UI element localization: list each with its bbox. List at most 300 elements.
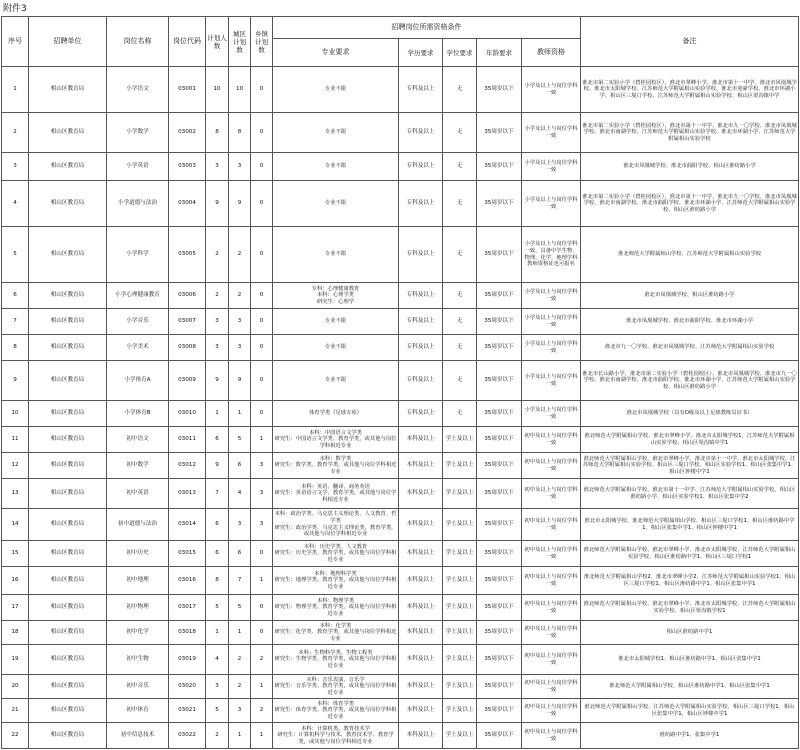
- cell-city-plan: 2: [229, 227, 251, 283]
- cell-major: 本科：英语、翻译、商务英语 研究生：英语语言文学、教育学类，或其他与岗位学科相近专业: [273, 479, 399, 509]
- cell-post-name: 初中道德与法治: [107, 509, 169, 541]
- cell-edu: 专科及以上: [399, 283, 443, 309]
- cell-degree: 无: [443, 227, 477, 283]
- cell-age: 35周岁以下: [477, 621, 522, 645]
- cell-seq: 12: [2, 453, 29, 479]
- cell-teacher-cert: 小学及以上与岗位学科一致: [522, 309, 581, 335]
- cell-seq: 21: [2, 699, 29, 723]
- cell-major: 本科：数学类 研究生：数学类、教育学类，或其他与岗位学科相近专业: [273, 453, 399, 479]
- cell-town-plan: 0: [251, 595, 273, 621]
- cell-degree: 无: [443, 67, 477, 113]
- cell-teacher-cert: 初中及以上与岗位学科一致: [522, 723, 581, 749]
- table-row: [2, 181, 799, 227]
- cell-unit: 相山区教育局: [29, 479, 107, 509]
- table-row: [2, 479, 799, 509]
- cell-major: 本科：计算机类、教育技术学 研究生：计算机科学与技术、教育技术学、教育学类，或其他与岗位学科相近专业: [273, 723, 399, 749]
- cell-remark: 淮北师范大学附属相山学校、淮北市翠峰小学、淮北市第十一中学、淮北市太阳城学校、江苏师范大学附属相山实验学校、相山区三堤口学校、相山区实验学校1、相山区张集中学1、相山区钟楼中学1: [581, 453, 799, 479]
- cell-major: 本科：化学类 研究生：化学类、教育学类，或其他与岗位学科相近专业: [273, 621, 399, 645]
- cell-edu: 本科及以上: [399, 509, 443, 541]
- cell-city-plan: 3: [229, 509, 251, 541]
- cell-town-plan: 0: [251, 621, 273, 645]
- table-row: [2, 699, 799, 723]
- cell-unit: 相山区教育局: [29, 723, 107, 749]
- cell-age: 35周岁以下: [477, 361, 522, 401]
- cell-town-plan: 1: [251, 723, 273, 749]
- cell-age: 35周岁以下: [477, 335, 522, 361]
- header-post-name: 岗位名称: [107, 17, 169, 67]
- cell-unit: 相山区教育局: [29, 541, 107, 567]
- cell-remark: 淮北市长山路小学、淮北市第二实验小学（碧桂园校区）、淮北市凤凰城学校、淮北市九一〇学校、淮北市南湖学校、淮北市曲阳学校、淮北市环湖小学、江苏师范大学附属相山实验学校、相山区淮纺路小学: [581, 361, 799, 401]
- cell-post-name: 小学英语: [107, 153, 169, 181]
- cell-age: 35周岁以下: [477, 227, 522, 283]
- cell-unit: 相山区教育局: [29, 427, 107, 453]
- cell-remark: 淮北师范大学附属相山学校、江苏师范大学附属相山实验学校、相山区三堤口学校1、相山区张集中学1、相山区钟楼中学1: [581, 699, 799, 723]
- cell-city-plan: 5: [229, 595, 251, 621]
- cell-edu: 本科及以上: [399, 621, 443, 645]
- cell-town-plan: 3: [251, 509, 273, 541]
- cell-remark: 淮纺路中学1、张集中学1: [581, 723, 799, 749]
- cell-unit: 相山区教育局: [29, 67, 107, 113]
- cell-seq: 10: [2, 401, 29, 427]
- cell-edu: 本科及以上: [399, 567, 443, 595]
- cell-teacher-cert: 初中及以上与岗位学科一致: [522, 595, 581, 621]
- cell-edu: 专科及以上: [399, 181, 443, 227]
- cell-plan: 2: [206, 283, 229, 309]
- cell-unit: 相山区教育局: [29, 567, 107, 595]
- cell-seq: 11: [2, 427, 29, 453]
- cell-plan: 6: [206, 427, 229, 453]
- table-row: [2, 67, 799, 113]
- cell-major: 专业不限: [273, 181, 399, 227]
- header-age: 年龄要求: [477, 39, 522, 67]
- cell-remark: 淮北师范大学附属相山学校、相山区淮纺路中学1、相山区张集中学1: [581, 675, 799, 699]
- cell-city-plan: 2: [229, 675, 251, 699]
- cell-post-name: 小学心理健康教育: [107, 283, 169, 309]
- cell-city-plan: 3: [229, 335, 251, 361]
- cell-degree: 学士及以上: [443, 427, 477, 453]
- cell-seq: 15: [2, 541, 29, 567]
- cell-post-name: 小学道德与法治: [107, 181, 169, 227]
- cell-remark: 淮北市第二实验小学（碧桂园校区）、淮北市第十一中学、淮北市九一〇学校、淮北市凤凰城学校、淮北市南湖学校、淮北市曲阳学校、淮北市环湖小学、江苏师范大学附属相山实验学校、相山区淮纺路小学: [581, 181, 799, 227]
- cell-degree: 无: [443, 309, 477, 335]
- cell-teacher-cert: 小学及以上与岗位学科一致，具备中学生物、物理、化学、地理学科教师资格证也可报名: [522, 227, 581, 283]
- cell-teacher-cert: 初中及以上与岗位学科一致: [522, 675, 581, 699]
- cell-degree: 无: [443, 335, 477, 361]
- cell-edu: 专科及以上: [399, 227, 443, 283]
- table-row: [2, 283, 799, 309]
- cell-post-name: 小学体育A: [107, 361, 169, 401]
- table-row: [2, 675, 799, 699]
- cell-city-plan: 7: [229, 567, 251, 595]
- cell-unit: 相山区教育局: [29, 181, 107, 227]
- cell-post-code: 03006: [169, 283, 206, 309]
- cell-town-plan: 1: [251, 675, 273, 699]
- cell-remark: 淮北师范大学附属相山学校、淮北市第十一中学、江苏师范大学附属相山实验学校、相山区淮纺路小学、相山区实验学校1、相山区张集中学2: [581, 479, 799, 509]
- cell-edu: 专科及以上: [399, 309, 443, 335]
- cell-seq: 1: [2, 67, 29, 113]
- cell-degree: 学士及以上: [443, 645, 477, 675]
- cell-post-code: 03019: [169, 645, 206, 675]
- cell-plan: 3: [206, 309, 229, 335]
- cell-remark: 淮北市凤凰城学校、淮北市曲阳学校、淮北市环湖小学: [581, 309, 799, 335]
- cell-unit: 相山区教育局: [29, 227, 107, 283]
- cell-post-name: 初中语文: [107, 427, 169, 453]
- cell-major: 本科：政治学类、马克思主义理论类、人文教育、哲学类 研究生：政治学类、马克思主义理论类、教育学类，或其他与岗位学科相近专业: [273, 509, 399, 541]
- table-row: [2, 309, 799, 335]
- cell-teacher-cert: 初中及以上与岗位学科一致: [522, 479, 581, 509]
- table-row: [2, 541, 799, 567]
- cell-degree: 无: [443, 401, 477, 427]
- cell-seq: 22: [2, 723, 29, 749]
- cell-seq: 2: [2, 113, 29, 153]
- cell-city-plan: 2: [229, 645, 251, 675]
- cell-unit: 相山区教育局: [29, 335, 107, 361]
- cell-age: 35周岁以下: [477, 595, 522, 621]
- cell-post-code: 03009: [169, 361, 206, 401]
- cell-degree: 学士及以上: [443, 509, 477, 541]
- cell-seq: 8: [2, 335, 29, 361]
- table-row: [2, 723, 799, 749]
- cell-city-plan: 3: [229, 309, 251, 335]
- cell-remark: 淮北市凤凰城学校、淮北市曲阳学校、相山区淮纺路小学: [581, 153, 799, 181]
- cell-unit: 相山区教育局: [29, 699, 107, 723]
- table-row: [2, 401, 799, 427]
- cell-seq: 14: [2, 509, 29, 541]
- cell-city-plan: 9: [229, 361, 251, 401]
- cell-city-plan: 3: [229, 699, 251, 723]
- cell-unit: 相山区教育局: [29, 309, 107, 335]
- table-row: [2, 153, 799, 181]
- cell-seq: 9: [2, 361, 29, 401]
- cell-edu: 专科及以上: [399, 67, 443, 113]
- table-row: [2, 595, 799, 621]
- cell-post-name: 小学科学: [107, 227, 169, 283]
- cell-age: 35周岁以下: [477, 283, 522, 309]
- cell-post-name: 初中英语: [107, 479, 169, 509]
- cell-post-code: 03004: [169, 181, 206, 227]
- cell-remark: 淮北市凤凰城学校、相山区淮纺路小学: [581, 283, 799, 309]
- cell-edu: 专科及以上: [399, 401, 443, 427]
- cell-age: 35周岁以下: [477, 541, 522, 567]
- table-row: [2, 113, 799, 153]
- header-edu: 学历要求: [399, 39, 443, 67]
- cell-age: 35周岁以下: [477, 509, 522, 541]
- cell-unit: 相山区教育局: [29, 401, 107, 427]
- recruitment-table: [1, 16, 799, 749]
- cell-post-code: 03012: [169, 453, 206, 479]
- cell-town-plan: 1: [251, 567, 273, 595]
- cell-plan: 6: [206, 509, 229, 541]
- table-row: [2, 453, 799, 479]
- header-major: 专业要求: [273, 39, 399, 67]
- cell-plan: 8: [206, 567, 229, 595]
- cell-age: 35周岁以下: [477, 427, 522, 453]
- cell-age: 35周岁以下: [477, 113, 522, 153]
- cell-degree: 无: [443, 283, 477, 309]
- header-seq: 序号: [2, 17, 29, 67]
- cell-major: 本科：物理学类 研究生：物理学类、教育学类，或其他与岗位学科相近专业: [273, 595, 399, 621]
- cell-major: 专业不限: [273, 67, 399, 113]
- cell-plan: 3: [206, 153, 229, 181]
- cell-seq: 18: [2, 621, 29, 645]
- cell-major: 本科：地理科学类 研究生：地理学类、教育学类，或其他与岗位学科相近专业: [273, 567, 399, 595]
- cell-remark: 淮北师范大学附属相山学校、淮北市翠峰小学、淮北市太阳城学校1、江苏师范大学附属相山实验学校、相山区渠沟镇中学1: [581, 427, 799, 453]
- cell-post-name: 初中物理: [107, 595, 169, 621]
- cell-plan: 2: [206, 723, 229, 749]
- cell-seq: 17: [2, 595, 29, 621]
- cell-remark: 淮北市太阳城学校、淮北师范大学附属相山学校、相山区三堤口学校1、相山区淮纺路中学1、相山区张集中学1、相山区钟楼中学1: [581, 509, 799, 541]
- cell-edu: 本科及以上: [399, 645, 443, 675]
- cell-major: 专业不限: [273, 227, 399, 283]
- cell-remark: 相山区淮纺路中学1: [581, 621, 799, 645]
- cell-age: 35周岁以下: [477, 675, 522, 699]
- cell-seq: 16: [2, 567, 29, 595]
- cell-plan: 6: [206, 541, 229, 567]
- cell-remark: 淮北师范大学附属相山学校、淮北市翠峰小学、淮北市太阳城学校、江苏师范大学附属相山实验学校、相山区渠沟镇学校1: [581, 595, 799, 621]
- cell-age: 35周岁以下: [477, 153, 522, 181]
- cell-town-plan: 0: [251, 67, 273, 113]
- header-town-plan: 乡镇计划数: [251, 17, 273, 67]
- cell-post-code: 03018: [169, 621, 206, 645]
- cell-city-plan: 4: [229, 479, 251, 509]
- cell-post-name: 初中历史: [107, 541, 169, 567]
- cell-degree: 学士及以上: [443, 595, 477, 621]
- cell-town-plan: 0: [251, 541, 273, 567]
- cell-teacher-cert: 初中及以上与岗位学科一致: [522, 427, 581, 453]
- header-remark: 备注: [581, 17, 799, 67]
- cell-age: 35周岁以下: [477, 479, 522, 509]
- cell-unit: 相山区教育局: [29, 113, 107, 153]
- cell-edu: 本科及以上: [399, 699, 443, 723]
- cell-remark: 淮北市太阳城学校1、相山区淮纺路中学1、相山区张集中学1: [581, 645, 799, 675]
- cell-plan: 4: [206, 645, 229, 675]
- cell-town-plan: 2: [251, 645, 273, 675]
- cell-remark: 淮北师范大学附属相山学校2、淮北市翠峰小学2、江苏师范大学附属相山实验学校1、相山区三堤口学校1、相山区淮纺路中学1、相山区张集中学1: [581, 567, 799, 595]
- cell-town-plan: 0: [251, 361, 273, 401]
- table-row: [2, 227, 799, 283]
- cell-city-plan: 5: [229, 427, 251, 453]
- cell-degree: 学士及以上: [443, 567, 477, 595]
- cell-unit: 相山区教育局: [29, 361, 107, 401]
- cell-teacher-cert: 小学及以上与岗位学科一致: [522, 361, 581, 401]
- cell-degree: 无: [443, 113, 477, 153]
- cell-seq: 5: [2, 227, 29, 283]
- cell-plan: 1: [206, 621, 229, 645]
- cell-edu: 专科及以上: [399, 113, 443, 153]
- cell-teacher-cert: 初中及以上与岗位学科一致: [522, 541, 581, 567]
- cell-seq: 4: [2, 181, 29, 227]
- cell-edu: 本科及以上: [399, 453, 443, 479]
- cell-major: 专业不限: [273, 153, 399, 181]
- cell-post-name: 初中生物: [107, 645, 169, 675]
- cell-degree: 学士及以上: [443, 453, 477, 479]
- cell-remark: 淮北市第二实验小学（碧桂园校区）、淮北市翠峰小学、淮北市第十一中学、淮北市风凰城学校、淮北市太阳城学校、江苏师范大学附属相山实验学校、淮北市迎豪学校、淮北市环湖小学、相山区三堤口学校、江苏师范大学附属相山实验学校、相山区渠沟镇中学: [581, 67, 799, 113]
- cell-town-plan: 0: [251, 113, 273, 153]
- cell-seq: 6: [2, 283, 29, 309]
- cell-post-code: 03016: [169, 567, 206, 595]
- cell-edu: 本科及以上: [399, 427, 443, 453]
- cell-teacher-cert: 初中及以上与岗位学科一致: [522, 645, 581, 675]
- cell-plan: 9: [206, 453, 229, 479]
- cell-town-plan: 3: [251, 479, 273, 509]
- cell-plan: 3: [206, 675, 229, 699]
- cell-remark: 淮北市第二实验小学（碧桂园校区）、淮北市第十一中学、淮北市九一〇学校、淮北市凤凰城学校、淮北市南湖学校、江苏师范大学附属相山实验学校、淮北市环湖小学、江苏师范大学附属相山实验学校: [581, 113, 799, 153]
- cell-remark: 淮北市九一〇学校、淮北市凤凰城学校、江苏师范大学附属相山实验学校: [581, 335, 799, 361]
- cell-post-code: 03001: [169, 67, 206, 113]
- cell-degree: 无: [443, 181, 477, 227]
- cell-city-plan: 8: [229, 113, 251, 153]
- cell-teacher-cert: 初中及以上与岗位学科一致: [522, 699, 581, 723]
- cell-major: 本科：历史学类、人文教育 研究生：历史学类、教育学类，或其他与岗位学科相近专业: [273, 541, 399, 567]
- cell-plan: 2: [206, 227, 229, 283]
- cell-teacher-cert: 小学及以上与岗位学科一致: [522, 335, 581, 361]
- cell-unit: 相山区教育局: [29, 645, 107, 675]
- cell-age: 35周岁以下: [477, 401, 522, 427]
- cell-age: 35周岁以下: [477, 699, 522, 723]
- cell-post-name: 初中音乐: [107, 675, 169, 699]
- cell-remark: 淮北市凤凰城学校（具有D级及以上足球教练员证书）: [581, 401, 799, 427]
- cell-teacher-cert: 初中及以上与岗位学科一致: [522, 509, 581, 541]
- cell-post-name: 小学体育B: [107, 401, 169, 427]
- cell-plan: 1: [206, 401, 229, 427]
- cell-seq: 19: [2, 645, 29, 675]
- cell-seq: 20: [2, 675, 29, 699]
- cell-unit: 相山区教育局: [29, 509, 107, 541]
- cell-major: 专业不限: [273, 335, 399, 361]
- cell-city-plan: 10: [229, 67, 251, 113]
- cell-degree: 学士及以上: [443, 479, 477, 509]
- cell-teacher-cert: 初中及以上与岗位学科一致: [522, 567, 581, 595]
- cell-major: 本科：中国语言文学类 研究生：中国语言文学类、教育学类，或其他与岗位学科相近专业: [273, 427, 399, 453]
- cell-post-code: 03002: [169, 113, 206, 153]
- cell-post-code: 03020: [169, 675, 206, 699]
- cell-unit: 相山区教育局: [29, 621, 107, 645]
- cell-age: 35周岁以下: [477, 723, 522, 749]
- header-city-plan: 城区计划数: [229, 17, 251, 67]
- cell-plan: 10: [206, 67, 229, 113]
- cell-edu: 本科及以上: [399, 675, 443, 699]
- cell-city-plan: 3: [229, 153, 251, 181]
- cell-major: 专业不限: [273, 113, 399, 153]
- cell-town-plan: 0: [251, 309, 273, 335]
- cell-post-name: 初中信息技术: [107, 723, 169, 749]
- cell-seq: 13: [2, 479, 29, 509]
- cell-post-code: 03003: [169, 153, 206, 181]
- cell-teacher-cert: 初中及以上与岗位学科一致: [522, 453, 581, 479]
- cell-teacher-cert: 小学及以上与岗位学科一致: [522, 181, 581, 227]
- cell-post-name: 初中地理: [107, 567, 169, 595]
- cell-seq: 7: [2, 309, 29, 335]
- cell-degree: 学士及以上: [443, 541, 477, 567]
- table-row: [2, 427, 799, 453]
- cell-post-name: 小学数学: [107, 113, 169, 153]
- cell-post-code: 03008: [169, 335, 206, 361]
- table-row: [2, 567, 799, 595]
- cell-teacher-cert: 小学及以上与岗位学科一致: [522, 401, 581, 427]
- cell-unit: 相山区教育局: [29, 595, 107, 621]
- cell-age: 35周岁以下: [477, 453, 522, 479]
- cell-degree: 学士及以上: [443, 675, 477, 699]
- cell-city-plan: 1: [229, 723, 251, 749]
- cell-edu: 专科及以上: [399, 153, 443, 181]
- cell-post-code: 03010: [169, 401, 206, 427]
- cell-town-plan: 3: [251, 453, 273, 479]
- cell-major: 专业不限: [273, 309, 399, 335]
- header-unit: 招聘单位: [29, 17, 107, 67]
- cell-post-code: 03014: [169, 509, 206, 541]
- cell-post-code: 03011: [169, 427, 206, 453]
- cell-post-code: 03017: [169, 595, 206, 621]
- table-row: [2, 621, 799, 645]
- cell-major: 专业不限: [273, 361, 399, 401]
- cell-age: 35周岁以下: [477, 645, 522, 675]
- cell-remark: 淮北师范大学附属相山学校、江苏师范大学附属相山实验学校: [581, 227, 799, 283]
- header-post-code: 岗位代码: [169, 17, 206, 67]
- cell-post-name: 初中数学: [107, 453, 169, 479]
- cell-major: 专科：心理健康教育 本科：心理学类 研究生：心理学: [273, 283, 399, 309]
- cell-major: 本科：生物科学类、生物工程类 研究生：生物学类、教育学类，或其他与岗位学科相近专业: [273, 645, 399, 675]
- cell-teacher-cert: 小学及以上与岗位学科一致: [522, 113, 581, 153]
- cell-degree: 学士及以上: [443, 723, 477, 749]
- cell-unit: 相山区教育局: [29, 153, 107, 181]
- cell-plan: 9: [206, 361, 229, 401]
- header-conditions: 招聘岗位所需资格条件: [273, 17, 581, 39]
- cell-post-code: 03005: [169, 227, 206, 283]
- cell-town-plan: 0: [251, 283, 273, 309]
- table-row: [2, 509, 799, 541]
- table-row: [2, 335, 799, 361]
- cell-post-name: 初中化学: [107, 621, 169, 645]
- cell-teacher-cert: 初中及以上与岗位学科一致: [522, 621, 581, 645]
- cell-post-code: 03007: [169, 309, 206, 335]
- cell-city-plan: 1: [229, 621, 251, 645]
- cell-post-name: 小学语文: [107, 67, 169, 113]
- cell-town-plan: 1: [251, 427, 273, 453]
- cell-degree: 无: [443, 361, 477, 401]
- cell-town-plan: 0: [251, 335, 273, 361]
- cell-age: 35周岁以下: [477, 181, 522, 227]
- cell-town-plan: 0: [251, 181, 273, 227]
- cell-major: 体育学类（足球专项）: [273, 401, 399, 427]
- cell-unit: 相山区教育局: [29, 453, 107, 479]
- cell-post-code: 03021: [169, 699, 206, 723]
- cell-edu: 本科及以上: [399, 723, 443, 749]
- cell-town-plan: 0: [251, 153, 273, 181]
- cell-edu: 本科及以上: [399, 479, 443, 509]
- cell-unit: 相山区教育局: [29, 675, 107, 699]
- table-row: [2, 361, 799, 401]
- cell-edu: 专科及以上: [399, 361, 443, 401]
- cell-post-code: 03022: [169, 723, 206, 749]
- cell-city-plan: 2: [229, 283, 251, 309]
- cell-city-plan: 9: [229, 181, 251, 227]
- cell-seq: 3: [2, 153, 29, 181]
- cell-plan: 9: [206, 181, 229, 227]
- cell-post-name: 初中体育: [107, 699, 169, 723]
- cell-degree: 学士及以上: [443, 621, 477, 645]
- cell-age: 35周岁以下: [477, 67, 522, 113]
- cell-city-plan: 6: [229, 453, 251, 479]
- cell-town-plan: 2: [251, 699, 273, 723]
- cell-edu: 本科及以上: [399, 595, 443, 621]
- cell-edu: 本科及以上: [399, 541, 443, 567]
- cell-age: 35周岁以下: [477, 567, 522, 595]
- cell-teacher-cert: 小学及以上与岗位学科一致: [522, 283, 581, 309]
- cell-plan: 8: [206, 113, 229, 153]
- cell-teacher-cert: 小学及以上与岗位学科一致: [522, 67, 581, 113]
- cell-post-name: 小学音乐: [107, 309, 169, 335]
- cell-remark: 淮北师范大学附属相山学校、淮北市翠峰小学、淮北市太阳城学校、江苏师范大学附属相山实验学校、相山区淮纺路中学1、相山区三堤口学校1: [581, 541, 799, 567]
